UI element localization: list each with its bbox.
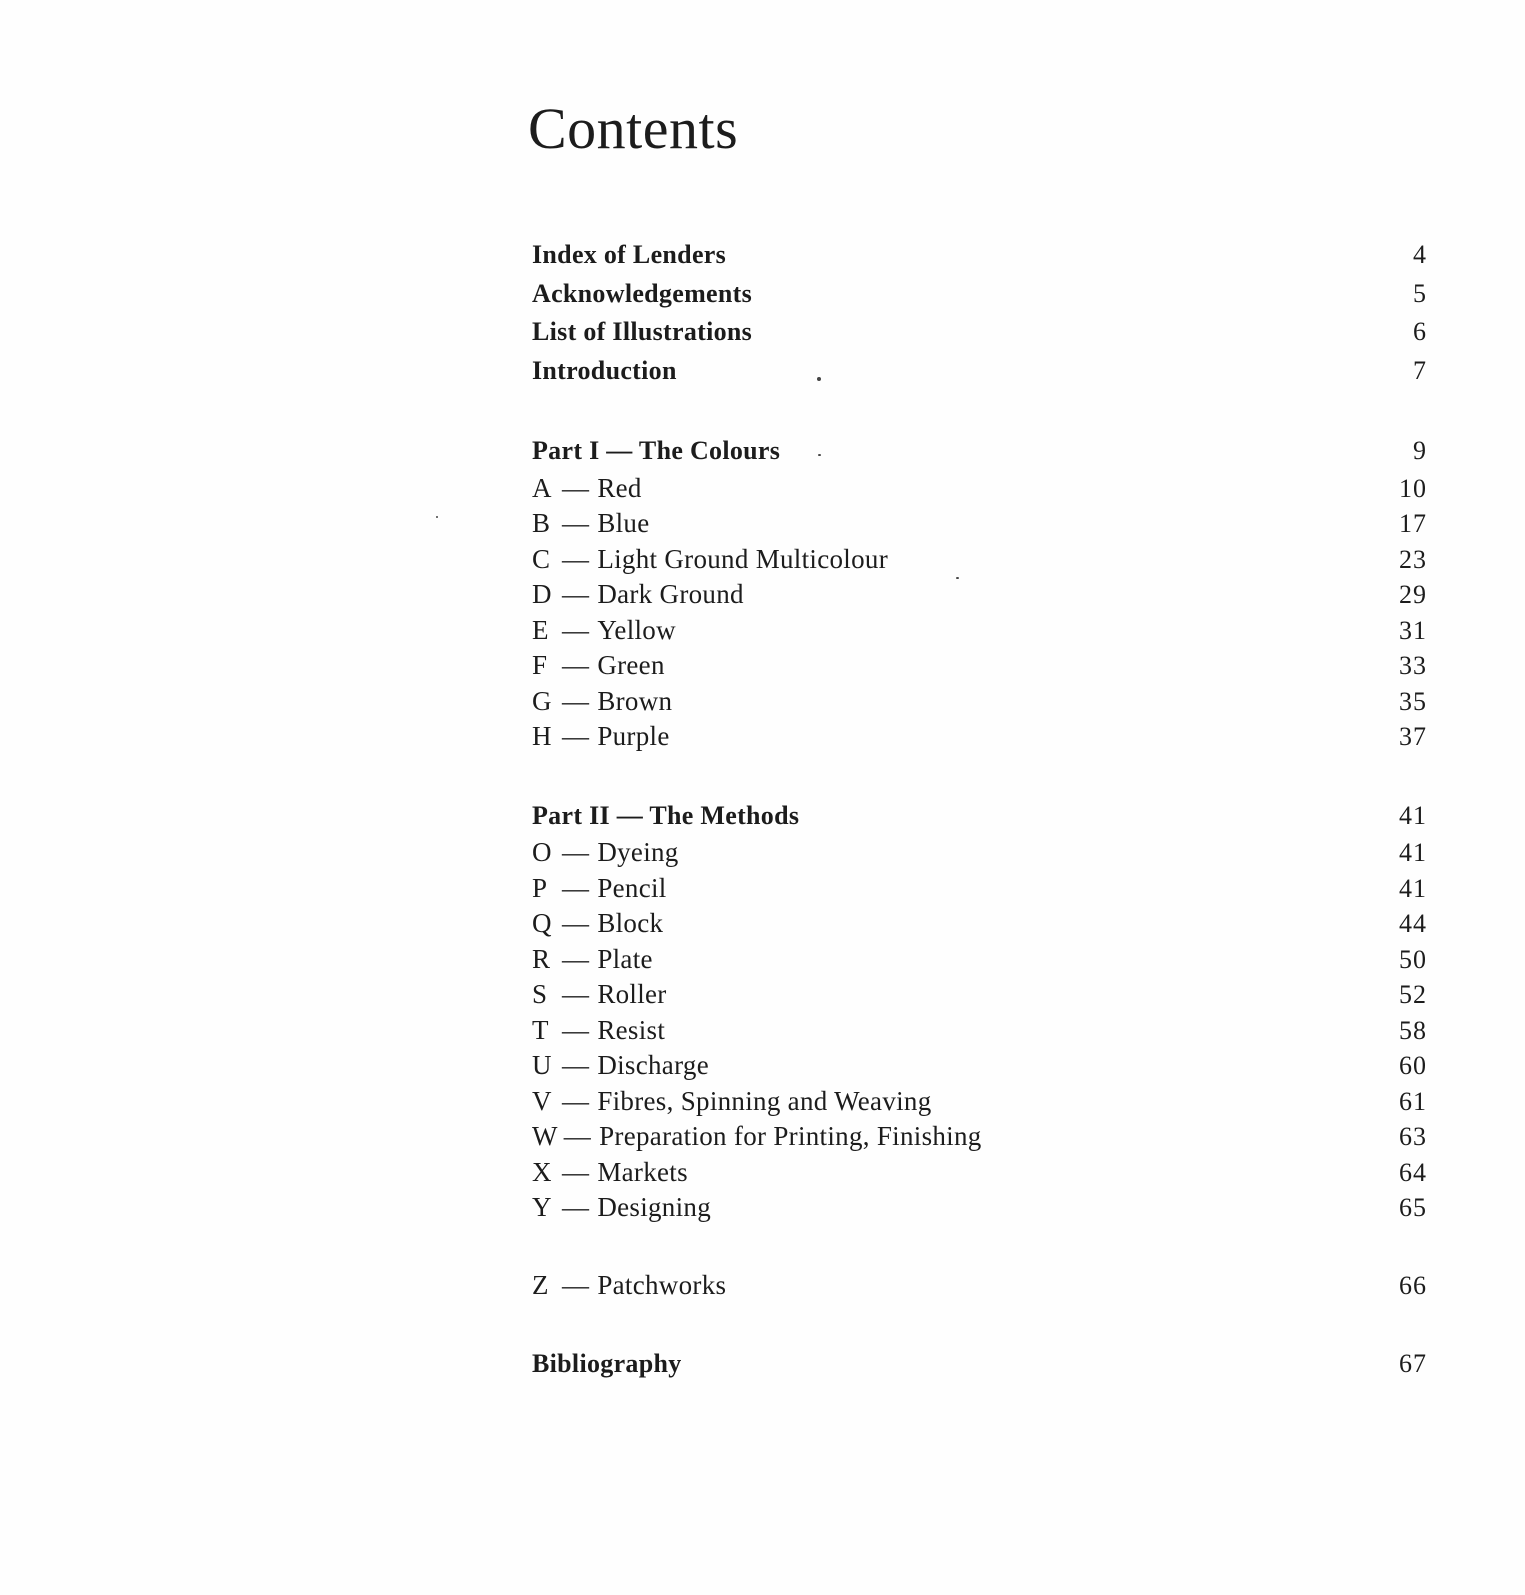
entry-letter: V <box>532 1085 552 1116</box>
toc-entry-page: 7 <box>1413 355 1427 385</box>
print-speck <box>436 516 438 518</box>
print-speck <box>817 377 821 381</box>
entry-title: Dark Ground <box>597 579 744 609</box>
part-1-section <box>532 432 1427 755</box>
toc-entry <box>532 942 1427 978</box>
entry-page: 41 <box>1399 838 1427 867</box>
toc-entry-bibliography <box>532 1345 1427 1384</box>
toc-entry-list-of-illustrations <box>532 313 1427 352</box>
entry-letter: Y <box>532 1192 552 1222</box>
toc-entry <box>532 1119 1427 1155</box>
table-of-contents <box>532 236 1427 1384</box>
entry-dash: — <box>562 650 590 680</box>
entry-page: 50 <box>1399 944 1427 974</box>
toc-entry-page: 67 <box>1399 1349 1427 1378</box>
entry-title: Brown <box>597 685 673 716</box>
toc-entry <box>532 1013 1427 1049</box>
entry-dash: — <box>562 837 590 867</box>
toc-entry <box>532 577 1427 613</box>
toc-entry <box>532 542 1427 578</box>
toc-entry <box>532 1084 1427 1120</box>
toc-entry-label: List of Illustrations <box>532 317 753 346</box>
entry-dash: — <box>563 1121 592 1151</box>
entry-letter: U <box>532 1050 552 1080</box>
entry-dash: — <box>562 721 590 751</box>
entry-dash: — <box>562 1269 590 1300</box>
entry-page: 58 <box>1399 1015 1427 1045</box>
entry-dash: — <box>562 614 590 645</box>
toc-entry <box>532 719 1427 755</box>
entry-page: 63 <box>1399 1122 1427 1151</box>
entry-letter: R <box>532 943 551 974</box>
entry-letter: C <box>532 543 551 574</box>
entry-page: 10 <box>1399 473 1427 503</box>
entry-dash: — <box>562 508 590 538</box>
toc-entry <box>532 871 1427 907</box>
entry-page: 64 <box>1399 1157 1427 1187</box>
toc-entry <box>532 684 1427 720</box>
entry-title: Dyeing <box>597 837 679 867</box>
entry-title: Purple <box>597 721 670 751</box>
entry-title: Patchworks <box>597 1269 727 1300</box>
entry-letter: S <box>532 979 548 1009</box>
entry-title: Pencil <box>597 872 667 903</box>
toc-entry-label: Introduction <box>532 355 677 385</box>
print-speck <box>956 577 959 579</box>
toc-entry <box>532 977 1427 1013</box>
entry-dash: — <box>562 979 590 1009</box>
entry-title: Yellow <box>597 614 676 645</box>
toc-entry <box>532 1190 1427 1226</box>
entry-title: Designing <box>597 1192 712 1222</box>
entry-page: 29 <box>1399 580 1427 609</box>
entry-dash: — <box>562 685 590 716</box>
entry-dash: — <box>562 543 590 574</box>
entry-title: Green <box>597 650 665 680</box>
toc-entry <box>532 648 1427 684</box>
entry-title: Preparation for Printing, Finishing <box>599 1121 982 1151</box>
entry-page: 31 <box>1399 615 1427 645</box>
entry-letter: B <box>532 508 551 538</box>
toc-entry <box>532 613 1427 649</box>
entry-letter: X <box>532 1156 552 1187</box>
entry-dash: — <box>562 943 590 974</box>
entry-letter: P <box>532 872 548 903</box>
toc-entry <box>532 506 1427 542</box>
toc-entry <box>532 906 1427 942</box>
entry-title: Markets <box>597 1156 688 1187</box>
entry-page: 35 <box>1399 686 1427 716</box>
print-speck <box>818 454 821 456</box>
entry-letter: Q <box>532 908 552 938</box>
entry-title: Blue <box>597 508 650 538</box>
part-heading-page: 41 <box>1399 800 1427 830</box>
entry-page: 41 <box>1399 873 1427 903</box>
toc-entry-label: Acknowledgements <box>532 278 753 308</box>
entry-dash: — <box>562 1050 590 1080</box>
page-title: Contents <box>528 96 739 161</box>
part-heading-page: 9 <box>1413 436 1427 465</box>
entry-title: Discharge <box>597 1050 709 1080</box>
entry-page: 60 <box>1399 1051 1427 1080</box>
toc-entry-label: Bibliography <box>532 1349 682 1378</box>
entry-page: 17 <box>1399 509 1427 538</box>
entry-letter: G <box>532 685 552 716</box>
entry-title: Fibres, Spinning and Weaving <box>597 1085 932 1116</box>
entry-dash: — <box>562 908 590 938</box>
patchworks-section <box>532 1268 1427 1304</box>
entry-letter: F <box>532 650 548 680</box>
entry-dash: — <box>562 1085 590 1116</box>
entry-title: Light Ground Multicolour <box>597 543 888 574</box>
entry-page: 44 <box>1399 909 1427 938</box>
entry-letter: Z <box>532 1269 549 1300</box>
entry-page: 66 <box>1399 1270 1427 1300</box>
entry-title: Plate <box>597 943 653 974</box>
entry-dash: — <box>562 1156 590 1187</box>
toc-entry-index-of-lenders <box>532 236 1427 275</box>
toc-entry <box>532 1155 1427 1191</box>
entry-letter: O <box>532 837 552 867</box>
toc-entry-page: 6 <box>1413 317 1427 346</box>
toc-entry <box>532 471 1427 507</box>
front-matter-section <box>532 236 1427 390</box>
toc-entry <box>532 1048 1427 1084</box>
entry-page: 61 <box>1399 1086 1427 1116</box>
entry-letter: E <box>532 614 549 645</box>
bibliography-section <box>532 1345 1427 1384</box>
entry-title: Red <box>597 472 642 503</box>
part-2-heading <box>532 797 1427 836</box>
entry-letter: W <box>532 1121 558 1151</box>
entry-page: 23 <box>1399 544 1427 574</box>
entry-letter: H <box>532 721 552 751</box>
entry-letter: A <box>532 472 552 503</box>
entry-letter: T <box>532 1014 549 1045</box>
entry-page: 65 <box>1399 1193 1427 1222</box>
entry-title: Resist <box>597 1014 666 1045</box>
entry-dash: — <box>562 872 590 903</box>
entry-title: Roller <box>597 979 667 1009</box>
toc-entry-page: 5 <box>1413 278 1427 308</box>
entry-page: 37 <box>1399 722 1427 751</box>
part-heading-label: Part I — The Colours <box>532 436 781 465</box>
toc-entry-patchworks <box>532 1268 1427 1304</box>
entry-title: Block <box>597 908 664 938</box>
entry-page: 33 <box>1399 651 1427 680</box>
entry-dash: — <box>562 1192 590 1222</box>
entry-dash: — <box>562 1014 590 1045</box>
toc-entry-label: Index of Lenders <box>532 240 727 269</box>
entry-letter: D <box>532 579 552 609</box>
toc-entry-acknowledgements <box>532 275 1427 314</box>
part-heading-label: Part II — The Methods <box>532 800 800 830</box>
part-1-heading <box>532 432 1427 471</box>
entry-dash: — <box>562 472 590 503</box>
toc-entry-page: 4 <box>1413 240 1427 269</box>
entry-page: 52 <box>1399 980 1427 1009</box>
toc-entry <box>532 835 1427 871</box>
part-2-section <box>532 797 1427 1226</box>
entry-dash: — <box>562 579 590 609</box>
toc-entry-introduction <box>532 352 1427 391</box>
